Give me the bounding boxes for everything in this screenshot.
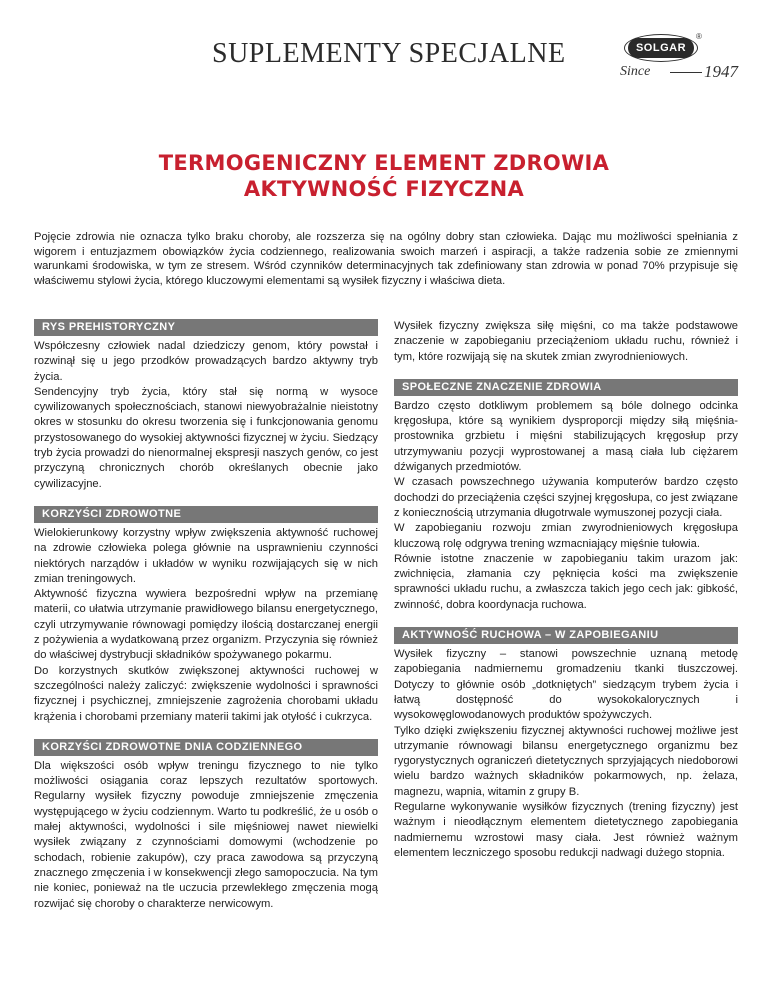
section-heading-prehistory: RYS PREHISTORYCZNY bbox=[34, 319, 378, 336]
main-title bbox=[0, 150, 768, 202]
section-text-prehistory: Współczesny człowiek nadal dziedziczy genom, który powstał i rozwinął się u jego przodków prowadzących bardzo aktywny tryb życia. Sendencyjny tryb życia, który stał się normą w wysoce cywilizowanych społecznościach, stanowi niewyobrażalnie nieistotny okres w stosunku do okresu tworzenia się i funkcjonowania genomu przystosowanego do wysokiej aktywności fizycznej w życiu. Siedzący tryb życia prowadzi do nienormalnej ekspresji naszych genów, co jest przyczyną chronicznych chorób określanych obecnie jako cywilizacyjne. bbox=[34, 340, 378, 490]
section-text-social-importance: Bardzo często dotkliwym problemem są bóle dolnego odcinka kręgosłupa, które są wynikiem dysproporcji między siłą mięśnia-prostownika grzbietu i mięśni stabilizujących kręgosłup przy utrzymywaniu pozycji wyprostowanej a masą ciała lub ciężarem dźwiganych przedmiotów. W czasach powszechnego używania komputerów bardzo często dochodzi do przeciążenia części szyjnej kręgosłupa, co jest związane z koniecznością utrzymania długotrwale wymuszonej pozycji ciała. W zapobieganiu rozwoju zmian zwyrodnieniowych kręgosłupa kluczową rolę odgrywa trening wzmacniający mięśnie tułowia. Równie istotne znaczenie w zapobieganiu takim urazom jak: zwichnięcia, złamania czy pęknięcia kości ma zwiększenie sprawności układu ruchu, a zwłaszcza takich jego cech jak: gibkość, zwinność, dobra koordynacja ruchowa. bbox=[394, 399, 738, 611]
section-heading-prevention: AKTYWNOŚĆ RUCHOWA – W ZAPOBIEGANIU bbox=[394, 627, 738, 644]
main-title-line-1: TERMOGENICZNY ELEMENT ZDROWIA bbox=[158, 151, 610, 175]
left-column bbox=[34, 319, 378, 912]
page-header bbox=[0, 0, 768, 110]
section-text-daily-benefits: Dla większości osób wpływ treningu fizycznego to nie tylko możliwości osiągania coraz lepszych rezultatów sportowych. Regularny wysiłek fizyczny powoduje zmniejszenie zmęczenia występującego w życiu codziennym. Warto tu podkreślić, że u osób o małej aktywności, wydolności i sile mięśniowej nawet niewielki wysiłek związany z czynnościami domowymi (wchodzenie po schodach, robienie zakupów), czy praca zawodowa są przyczyną znacznego zmęczenia i w konsekwencji złego samopoczucia. Na tym nie koniec, ponieważ na tle uczucia przewlekłego zmęczenia mogą rozwijać się choroby o charakterze nerwicowym. bbox=[34, 759, 378, 910]
logo-brand: SOLGAR bbox=[628, 38, 694, 58]
solgar-logo bbox=[612, 28, 752, 88]
right-column bbox=[394, 319, 738, 861]
section-heading-daily-benefits: KORZYŚCI ZDROWOTNE DNIA CODZIENNEGO bbox=[34, 739, 378, 756]
section-text-health-benefits: Wielokierunkowy korzystny wpływ zwiększenia aktywność ruchowej na zdrowie człowieka polega głównie na usprawnieniu czynności niektórych narządów i układów w wyniku rozwijających się w nich zmian treningowych. Aktywność fizyczna wywiera bezpośredni wpływ na przemianę materii, co ułatwia utrzymanie prawidłowego bilansu energetycznego, czyli utrzymywanie równowagi pomiędzy ilością dostarczanej energii z pożywienia a wydatkowaną przez organizm. Przyczynia się również do właściwej dystrybucji składników spożywanego pokarmu. Do korzystnych skutków zwiększonej aktywności ruchowej w szczególności należy zaliczyć: zwiększenie wydolności i sprawności fizycznej i psychicznej, zmniejszenie zagrożenia chorobami układu krążenia i chorobami przemiany materii takimi jak otyłość i cukrzyca. bbox=[34, 526, 378, 723]
logo-registered-mark: ® bbox=[696, 32, 702, 41]
intro-paragraph: Pojęcie zdrowia nie oznacza tylko braku choroby, ale rozszerza się na ogólny dobry stan człowieka. Dając mu możliwości spełniania z wigorem i entuzjazmem obowiązków życia codziennego, realizowania swoich marzeń i aspiracji, a także radzenia sobie ze zmiennymi warunkami środowiska, w tym ze stresem. Wśród czynników determinacyjnych tak zdefiniowany stan zdrowia w ponad 70% przypisuje się właściwemu stylowi życia, którego kluczowymi elementami są wysiłek fizyczny i właściwa dieta. bbox=[34, 231, 738, 287]
header-title: SUPLEMENTY SPECJALNE bbox=[212, 38, 566, 69]
logo-year: 1947 bbox=[704, 62, 738, 81]
right-opening-paragraph: Wysiłek fizyczny zwiększa siłę mięśni, co ma także podstawowe znaczenie w zapobieganiu przeciążeniom układu ruchu, również i tym, które rozwijają się na skutek zmian zwyrodnieniowych. bbox=[394, 320, 738, 363]
section-text-prevention: Wysiłek fizyczny – stanowi powszechnie uznaną metodę zapobiegania nadmiernemu gromadzeniu tkanki tłuszczowej. Dotyczy to głównie osób „dotkniętych” siedzącym trybem życia i łatwą dostępność do wysokokalorycznych i wysokowęglowodanowych produktów spożywczych. Tylko dzięki zwiększeniu fizycznej aktywności ruchowej możliwe jest utrzymanie równowagi bilansu energetycznego organizmu bez rygorystycznych ograniczeń dietetycznych sprzyjających niedoborowi wielu bardzo ważnych składników pokarmowych, np. żelaza, magnezu, wapnia, witamin z grupy B. Regularne wykonywanie wysiłków fizycznych (trening fizyczny) jest ważnym i nieodłącznym elementem dietetycznego zapobiegania nadmiernemu wzrostowi masy ciała. Jest również ważnym elementem leczniczego sposobu redukcji nadwagi dużego stopnia. bbox=[394, 648, 738, 859]
logo-divider bbox=[670, 72, 702, 73]
section-heading-health-benefits: KORZYŚCI ZDROWOTNE bbox=[34, 506, 378, 523]
section-heading-social-importance: SPOŁECZNE ZNACZENIE ZDROWIA bbox=[394, 379, 738, 396]
logo-since: Since bbox=[620, 64, 651, 79]
main-title-line-2: AKTYWNOŚĆ FIZYCZNA bbox=[243, 177, 525, 201]
